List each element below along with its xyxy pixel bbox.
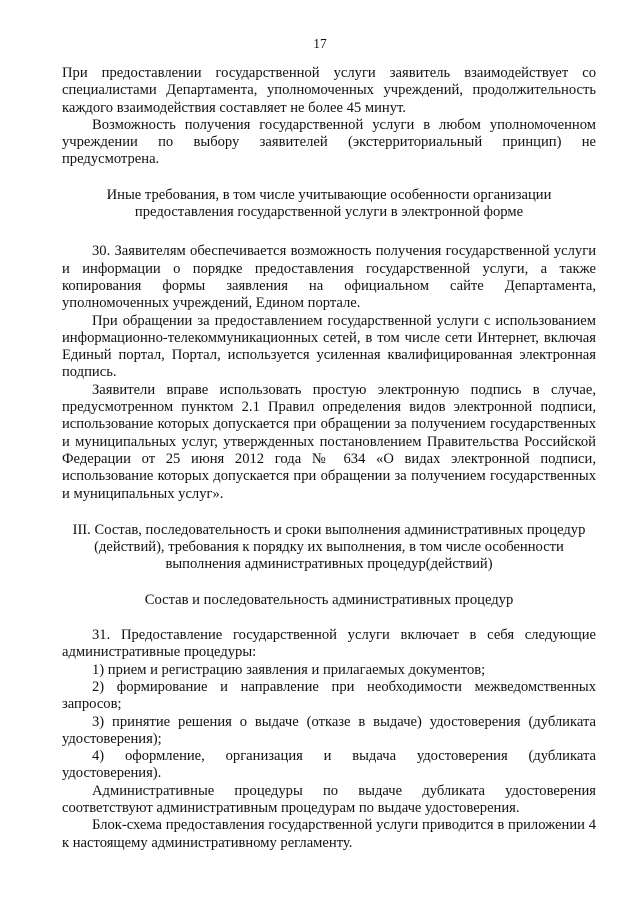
- paragraph-extraterritorial: Возможность получения государственной услуги в любом уполномоченном учреждении по выбору заявителей (экстерриториальный принцип) не предусмотрена.: [62, 116, 596, 168]
- paragraph-interaction-time: При предоставлении государственной услуги заявитель взаимодействует со специалистами Департамента, уполномоченных учреждений, продолжительность каждого взаимодействия составляет не более 45 минут.: [62, 65, 596, 116]
- paragraph-30: 30. Заявителям обеспечивается возможность получения государственной услуги и информации о порядке предоставления государственной услуги, а также копирования формы заявления на официальном сайте Департамента, уполномоченных учреждений, Едином портале.: [62, 243, 596, 312]
- heading-section-3: III. Состав, последовательность и сроки выполнения административных процедур (действий), требования к порядку их выполнения, в том числе особенности выполнения административных процедур(действий): [72, 521, 586, 573]
- paragraph-qualified-signature: При обращении за предоставлением государственной услуги с использованием информационно-телекоммуникационных сетей, в том числе сети Интернет, включая Единый портал, Портал, используется усиленная квалифицированная электронная подпись.: [62, 312, 596, 381]
- spacer: [62, 169, 596, 187]
- paragraph-duplicate-procedures: Административные процедуры по выдаче дубликата удостоверения соответствуют административным процедурам по выдаче удостоверения.: [62, 782, 596, 816]
- page-number: 17: [313, 36, 327, 51]
- spacer: [62, 609, 596, 627]
- spacer: [62, 574, 596, 592]
- spacer: [62, 503, 596, 522]
- paragraph-31: 31. Предоставление государственной услуги включает в себя следующие административные процедуры:: [62, 627, 596, 661]
- paragraph-block-scheme: Блок-схема предоставления государственной услуги приводится в приложении 4 к настоящему административному регламенту.: [62, 817, 596, 851]
- list-item-2: 2) формирование и направление при необходимости межведомственных запросов;: [62, 678, 596, 713]
- list-item-4: 4) оформление, организация и выдача удостоверения (дубликата удостоверения).: [62, 748, 596, 782]
- page-content: [62, 65, 596, 852]
- list-item-1: 1) прием и регистрацию заявления и прилагаемых документов;: [92, 661, 486, 678]
- paragraph-simple-signature: Заявители вправе использовать простую электронную подпись в случае, предусмотренном пунктом 2.1 Правил определения видов электронной подписи, использование которых допускается при обращении за получением государственных и муниципальных услуг, утвержденных постановлением Правительства Российской Федерации от 25 июня 2012 года № 634 «О видах электронной подписи, использование которых допускается при обращении за получением государственных и муниципальных услуг».: [62, 381, 596, 502]
- heading-electronic-requirements: Иные требования, в том числе учитывающие особенности организации предоставления государственной услуги в электронной форме: [106, 186, 552, 221]
- heading-procedures-sequence: Состав и последовательность административных процедур: [144, 591, 514, 608]
- spacer: [62, 221, 596, 243]
- list-item-3: 3) принятие решения о выдаче (отказе в выдаче) удостоверения (дубликата удостоверения);: [62, 713, 596, 747]
